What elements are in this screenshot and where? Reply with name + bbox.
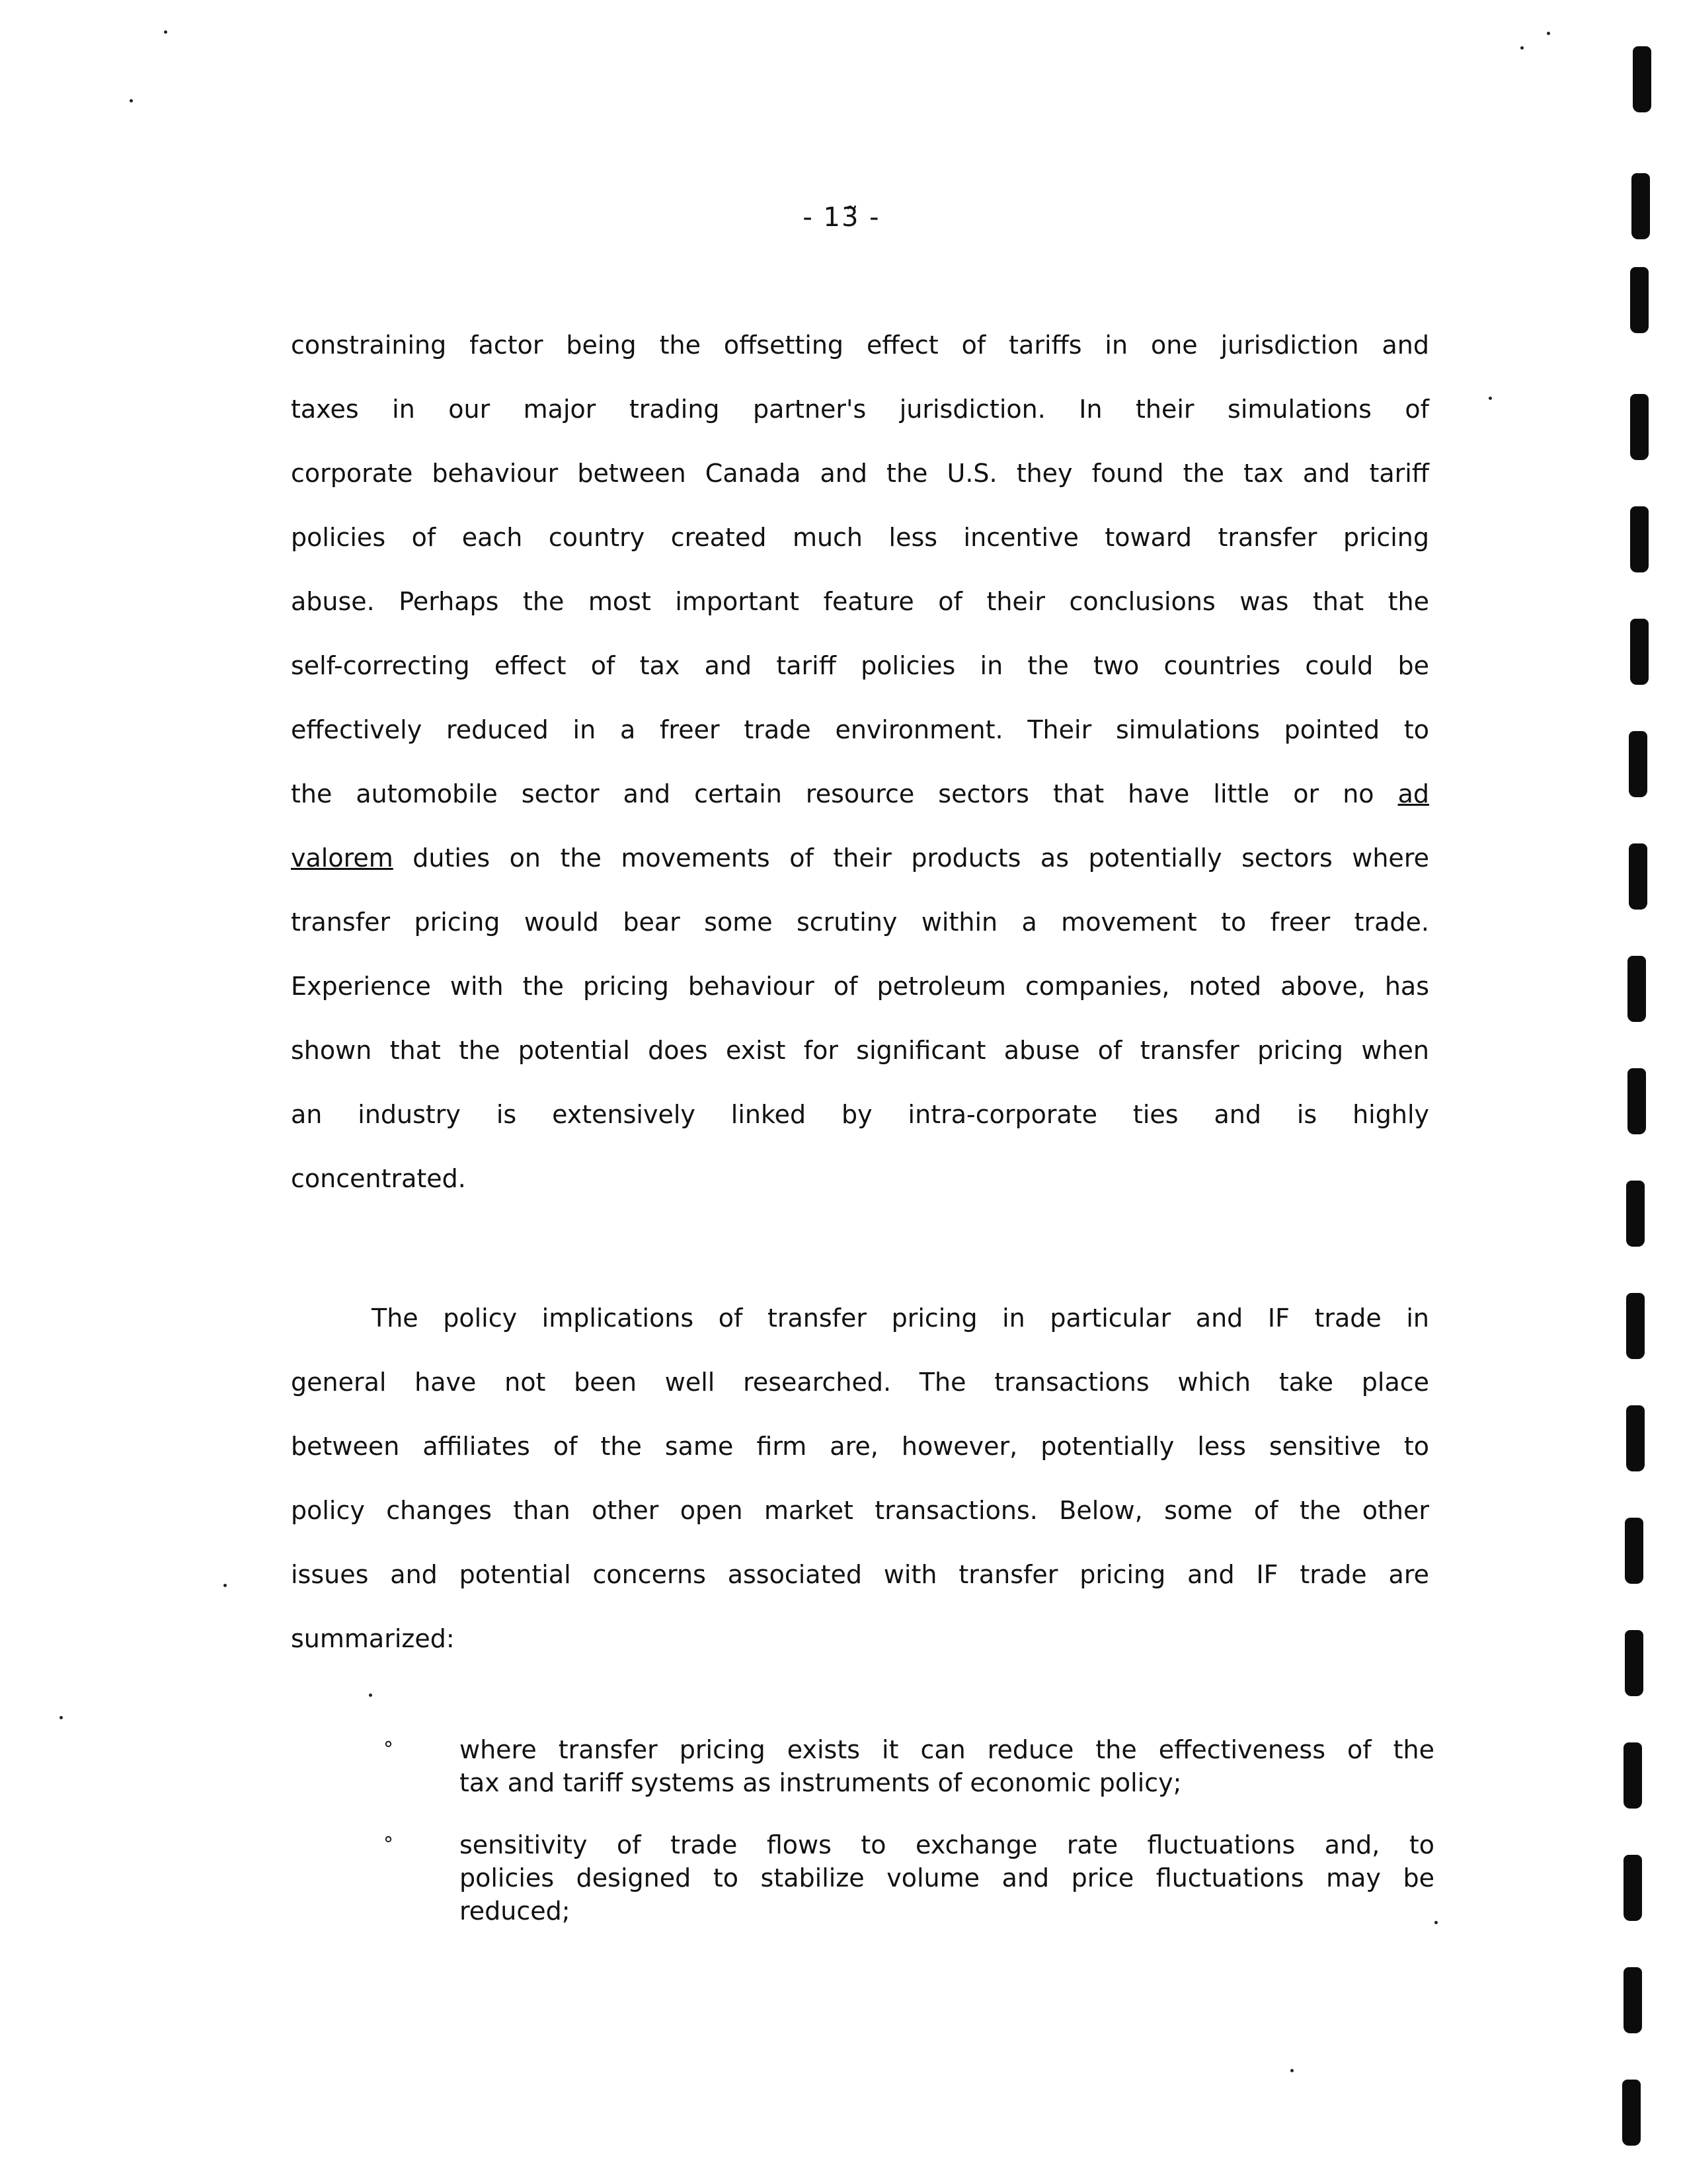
paragraph-line: summarized: <box>291 1624 455 1653</box>
scan-speck <box>1290 2069 1294 2072</box>
bullet-marker: ° <box>383 1738 393 1761</box>
paragraph-line: policies of each country created much less incentive toward transfer pricing <box>291 523 1429 552</box>
binder-mark <box>1626 1405 1645 1471</box>
paragraph-2 <box>291 1286 1429 1671</box>
binder-mark <box>1625 1518 1643 1584</box>
binder-mark <box>1624 1855 1642 1921</box>
paragraph-line: constraining factor being the offsetting effect of tariffs in one jurisdiction and <box>291 331 1429 360</box>
underlined-term: valorem <box>291 843 393 873</box>
paragraph-text: the automobile sector and certain resource sectors that have little or no <box>291 779 1374 808</box>
list-item <box>377 1733 1434 1799</box>
binder-mark <box>1627 956 1646 1022</box>
page-number: - 13̃ - <box>802 202 881 233</box>
paragraph-line: shown that the potential does exist for significant abuse of transfer pricing when <box>291 1036 1429 1065</box>
binder-mark <box>1631 173 1650 239</box>
binder-mark <box>1630 619 1649 685</box>
binder-mark <box>1630 394 1649 460</box>
scan-speck <box>1489 397 1492 400</box>
scan-speck <box>1520 46 1524 50</box>
paragraph-line: an industry is extensively linked by intra-corporate ties and is highly <box>291 1100 1429 1129</box>
binder-mark <box>1630 267 1649 333</box>
paragraph-line: abuse. Perhaps the most important feature of their conclusions was that the <box>291 587 1429 616</box>
paragraph-line <box>291 762 1429 826</box>
bullet-line: reduced; <box>459 1896 570 1926</box>
paragraph-line: Experience with the pricing behaviour of petroleum companies, noted above, has <box>291 972 1429 1001</box>
paragraph-line: transfer pricing would bear some scrutiny within a movement to freer trade. <box>291 908 1429 937</box>
bullet-line: where transfer pricing exists it can reduce the effectiveness of the <box>459 1735 1434 1764</box>
binder-mark <box>1625 1630 1643 1696</box>
underlined-term: ad <box>1397 779 1429 808</box>
paragraph-line: policy changes than other open market transactions. Below, some of the other <box>291 1496 1429 1525</box>
bullet-list <box>377 1733 1434 1957</box>
binder-mark <box>1629 843 1647 910</box>
paragraph-text: duties on the movements of their products as potentially sectors where <box>412 843 1429 873</box>
paragraph-line: concentrated. <box>291 1164 466 1193</box>
paragraph-line: self-correcting effect of tax and tariff policies in the two countries could be <box>291 651 1429 680</box>
paragraph-line: The policy implications of transfer pricing in particular and IF trade in <box>372 1304 1429 1333</box>
binder-mark <box>1626 1181 1645 1247</box>
binder-mark <box>1627 1068 1646 1134</box>
binder-mark <box>1624 1967 1642 2033</box>
paragraph-line: corporate behaviour between Canada and the U.S. they found the tax and tariff <box>291 459 1429 488</box>
paragraph-line <box>291 826 1429 890</box>
scan-speck <box>223 1584 227 1587</box>
list-item <box>377 1828 1434 1928</box>
binder-mark <box>1626 1293 1645 1359</box>
binder-mark <box>1630 506 1649 572</box>
paragraph-line: general have not been well researched. The transactions which take place <box>291 1368 1429 1397</box>
scan-speck <box>59 1716 63 1719</box>
paragraph-1 <box>291 313 1429 1211</box>
paragraph-line: effectively reduced in a freer trade environment. Their simulations pointed to <box>291 715 1429 744</box>
bullet-line: policies designed to stabilize volume and price fluctuations may be <box>459 1863 1434 1892</box>
bullet-line: sensitivity of trade flows to exchange rate fluctuations and, to <box>459 1830 1434 1859</box>
paragraph-line: taxes in our major trading partner's jurisdiction. In their simulations of <box>291 395 1429 424</box>
scan-speck <box>1434 1921 1438 1924</box>
paragraph-line: between affiliates of the same firm are, however, potentially less sensitive to <box>291 1432 1429 1461</box>
binder-mark <box>1633 46 1651 112</box>
binder-mark <box>1624 1742 1642 1809</box>
scan-speck <box>130 99 133 102</box>
scan-speck <box>164 30 167 34</box>
bullet-line: tax and tariff systems as instruments of economic policy; <box>459 1768 1182 1797</box>
scan-speck <box>369 1694 372 1697</box>
paragraph-line: issues and potential concerns associated with transfer pricing and IF trade are <box>291 1560 1429 1589</box>
scan-speck <box>1547 32 1550 35</box>
binder-mark <box>1629 731 1647 797</box>
binder-mark <box>1622 2080 1641 2146</box>
bullet-marker: ° <box>383 1833 393 1856</box>
